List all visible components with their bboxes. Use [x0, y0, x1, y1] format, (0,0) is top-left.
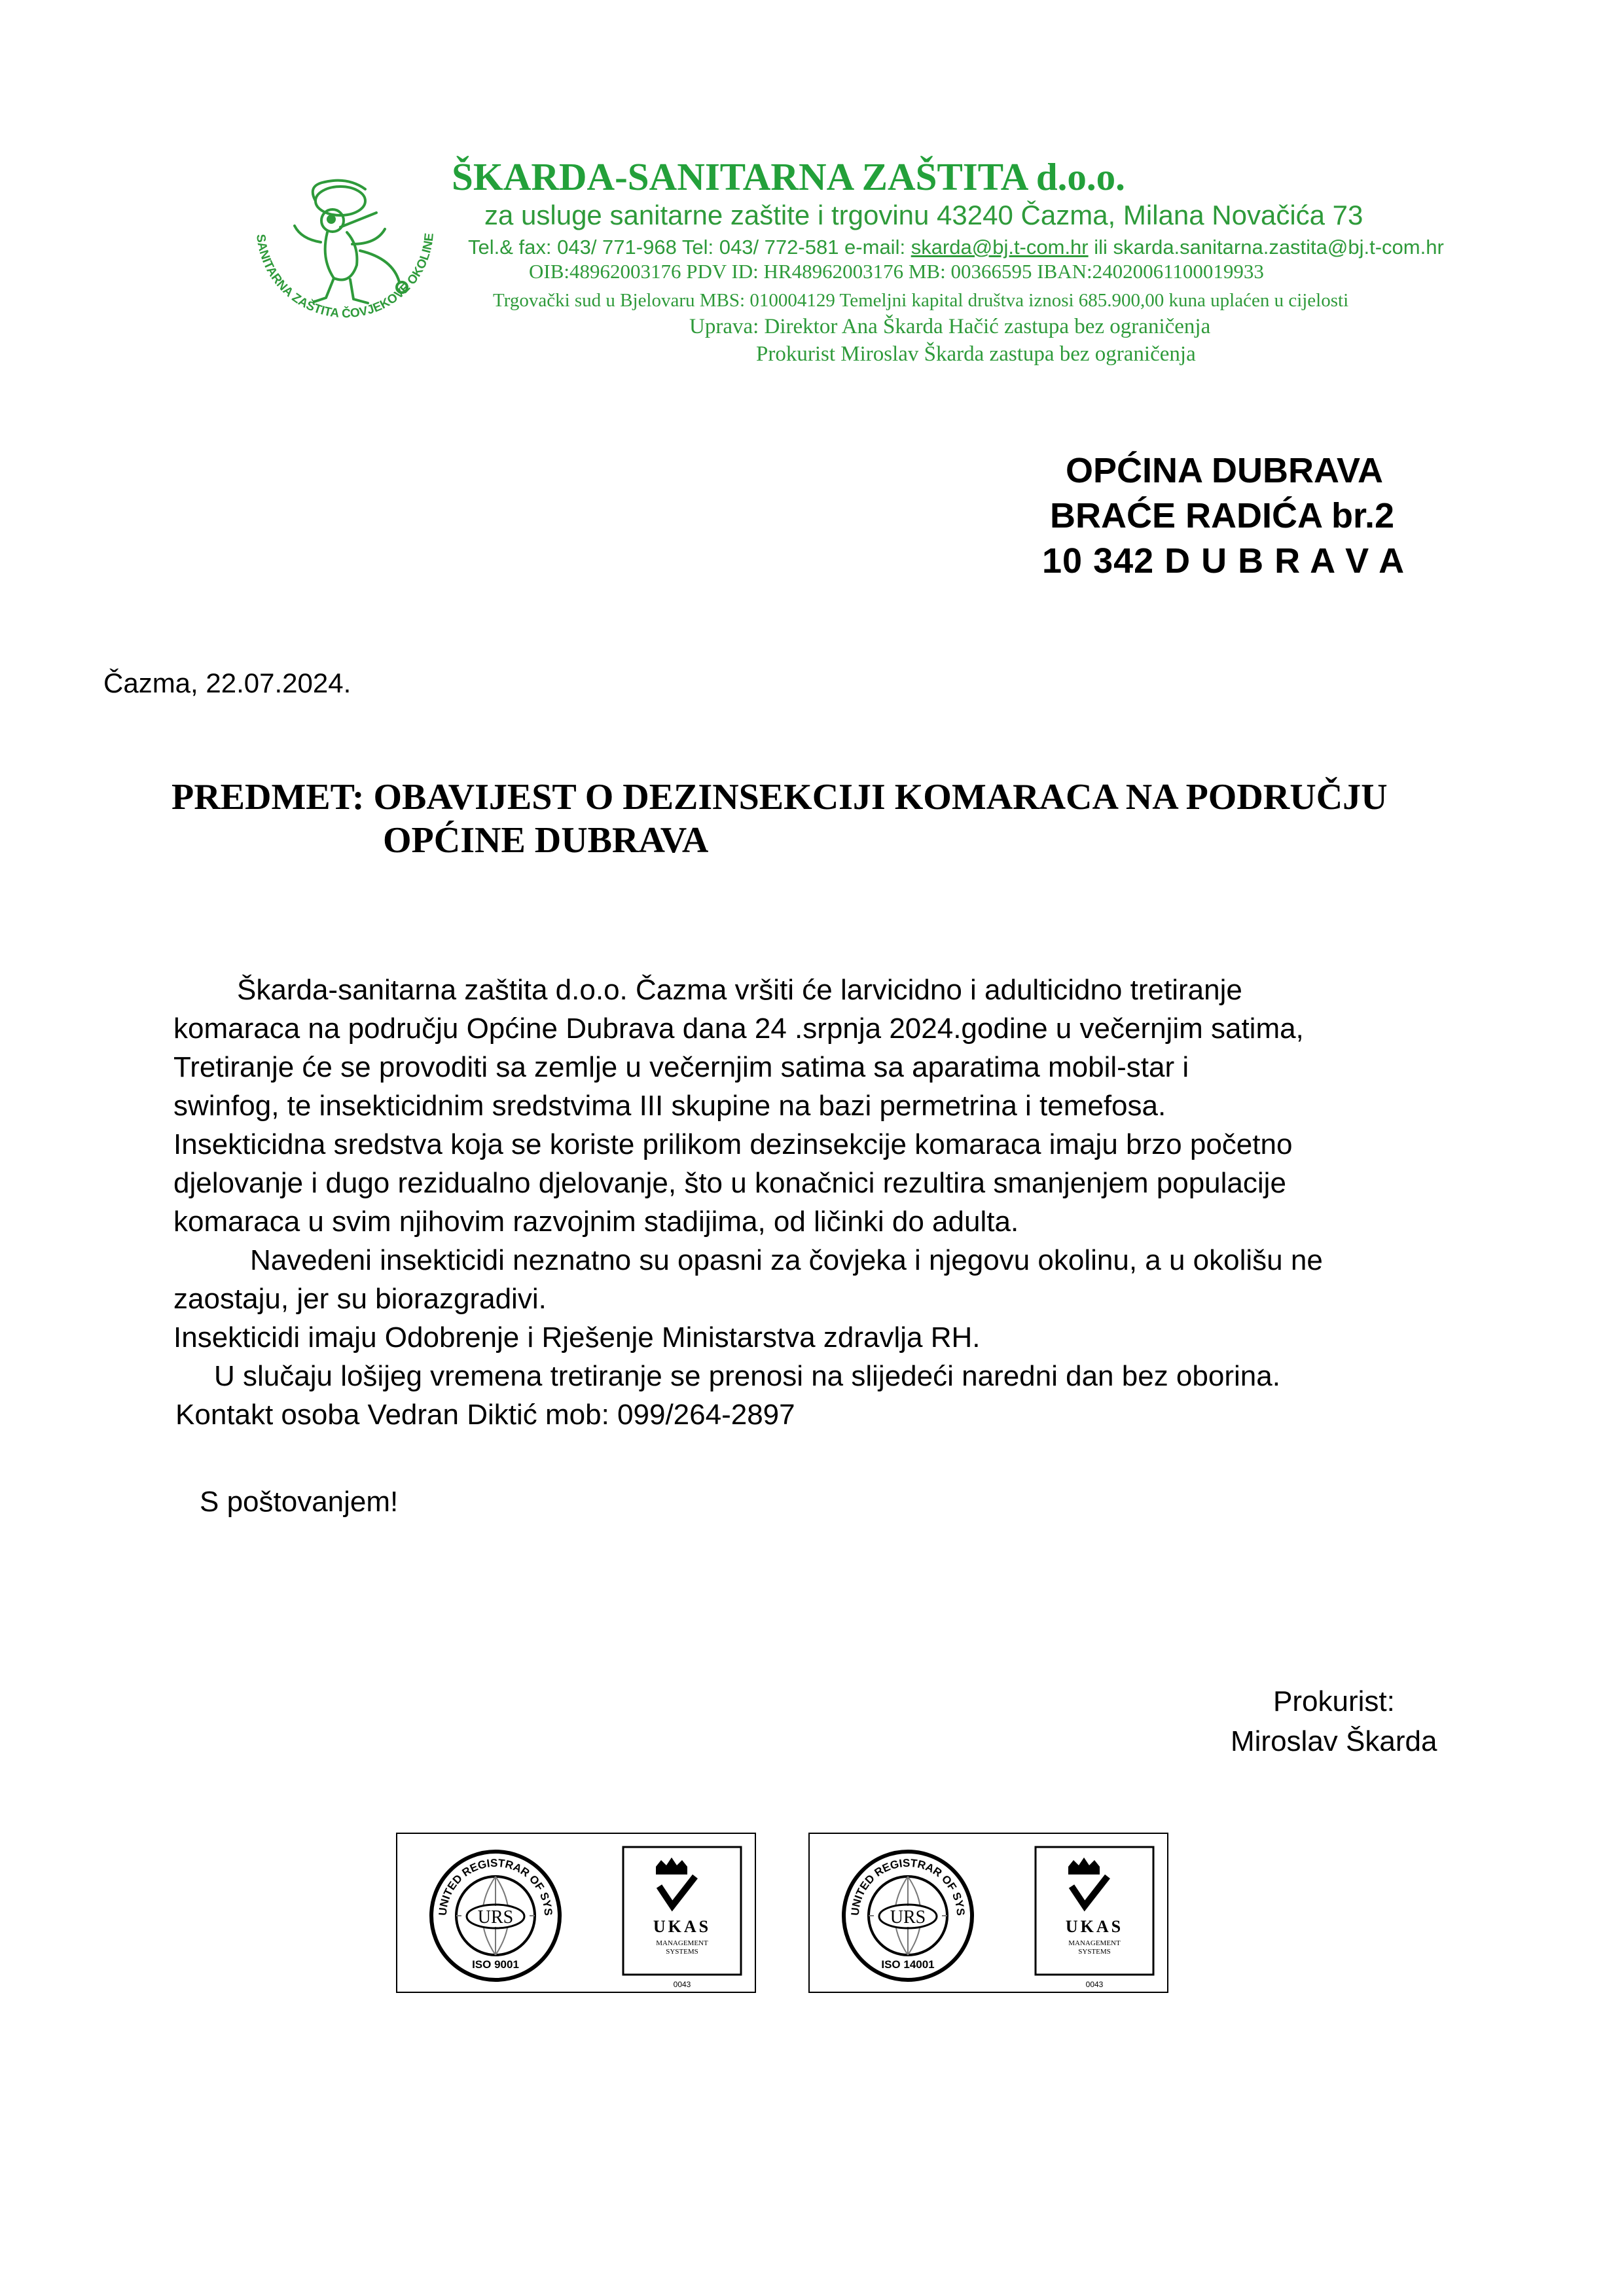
body-line: Škarda-sanitarna zaštita d.o.o. Čazma vršiti će larvicidno i adulticidno tretiranje [237, 974, 1242, 1006]
company-registration-ids: OIB:48962003176 PDV ID: HR48962003176 MB: 00366595 IBAN:24020061100019933 [529, 260, 1264, 283]
iso-standard-label: ISO 9001 [472, 1958, 519, 1971]
body-line: Insekticidna sredstva koja se koriste prilikom dezinsekcije komaraca imaju brzo početno [173, 1128, 1293, 1160]
certification-seals [810, 1834, 1167, 1992]
ukas-label: UKAS [1065, 1917, 1124, 1936]
recipient-street: BRAĆE RADIĆA br.2 [1050, 496, 1395, 535]
company-management: Uprava: Direktor Ana Škarda Hačić zastupa bez ograničenja [689, 315, 1211, 338]
urs-label: URS [477, 1907, 514, 1928]
recipient-city: 10 342 D U B R A V A [1042, 541, 1405, 581]
letter-date: Čazma, 22.07.2024. [103, 668, 352, 698]
urs-ring-text: UNITED REGISTRAR OF SYS [436, 1856, 555, 1916]
body-line: komaraca na području Općine Dubrava dana 24 .srpnja 2024.godine u večernjim satima, [173, 1013, 1304, 1045]
email-secondary: skarda.sanitarna.zastita@bj.t-com.hr [1113, 236, 1444, 259]
company-court-registration: Trgovački sud u Bjelovaru MBS: 010004129 Temeljni kapital društva iznosi 685.900,00 kuna uplaćen u cijelosti [493, 290, 1349, 311]
logo-text: SANITARNA ZAŠTITA ČOVJEKOVE OKOLINE [253, 232, 437, 321]
signature-name: Miroslav Škarda [1231, 1725, 1437, 1757]
certification-seals [397, 1834, 755, 1992]
body-line: komaraca u svim njihovim razvojnim stadijima, od ličinki do adulta. [173, 1206, 1019, 1238]
iso-standard-label: ISO 14001 [881, 1958, 935, 1971]
body-line: U slučaju lošijeg vremena tretiranje se prenosi na slijedeći naredni dan bez oborina. [214, 1360, 1280, 1392]
company-name: ŠKARDA-SANITARNA ZAŠTITA d.o.o. [452, 155, 1125, 198]
company-contact [468, 236, 1444, 259]
contact-phones: Tel.& fax: 043/ 771-968 Tel: 043/ 772-581 e-mail: [468, 236, 911, 259]
urs-seal-icon [810, 1834, 972, 1980]
email-link-primary[interactable]: skarda@bj.t-com.hr [911, 236, 1089, 259]
contact-separator: ili [1088, 236, 1113, 259]
body-line: Tretiranje će se provoditi sa zemlje u večernjim satima sa aparatima mobil-star i [173, 1051, 1189, 1083]
ukas-sub-label: MANAGEMENT [656, 1939, 708, 1947]
certification-badge-iso-9001 [396, 1833, 756, 1993]
mosquito-mascot-icon [295, 181, 407, 303]
body-line: Navedeni insekticidi neznatno su opasni za čovjeka i njegovu okolinu, a u okolišu ne [250, 1244, 1323, 1276]
subject-line-1: PREDMET: OBAVIJEST O DEZINSEKCIJI KOMARACA NA PODRUČJU [171, 777, 1388, 817]
ukas-badge-icon [1036, 1847, 1153, 1989]
company-description: za usluge sanitarne zaštite i trgovinu 43240 Čazma, Milana Novačića 73 [484, 200, 1363, 230]
company-procurator: Prokurist Miroslav Škarda zastupa bez ograničenja [756, 342, 1196, 366]
ukas-sub-label: SYSTEMS [1078, 1948, 1111, 1956]
signature-title: Prokurist: [1273, 1685, 1395, 1717]
subject-line-2: OPĆINE DUBRAVA [383, 820, 709, 861]
urs-label: URS [890, 1907, 926, 1928]
recipient-name: OPĆINA DUBRAVA [1066, 451, 1383, 490]
ukas-code: 0043 [1085, 1980, 1104, 1989]
ukas-label: UKAS [653, 1917, 712, 1936]
urs-seal-icon [397, 1834, 560, 1980]
salutation: S poštovanjem! [200, 1486, 399, 1518]
company-logo [242, 167, 452, 337]
certification-badge-iso-14001 [808, 1833, 1168, 1993]
ukas-sub-label: SYSTEMS [666, 1948, 698, 1956]
body-line: Insekticidi imaju Odobrenje i Rješenje Ministarstva zdravlja RH. [173, 1321, 981, 1354]
ukas-badge-icon [623, 1847, 741, 1989]
letter-subject [171, 776, 1388, 862]
body-line: zaostaju, jer su biorazgradivi. [173, 1283, 547, 1315]
urs-ring-text: UNITED REGISTRAR OF SYS [848, 1856, 967, 1916]
ukas-code: 0043 [673, 1980, 691, 1989]
body-line: djelovanje i dugo rezidualno djelovanje, što u konačnici rezultira smanjenjem populacije [173, 1167, 1286, 1199]
body-line: swinfog, te insekticidnim sredstvima III skupine na bazi permetrina i temefosa. [173, 1090, 1166, 1122]
body-line: Kontakt osoba Vedran Diktić mob: 099/264-2897 [175, 1399, 795, 1431]
ukas-sub-label: MANAGEMENT [1068, 1939, 1121, 1947]
